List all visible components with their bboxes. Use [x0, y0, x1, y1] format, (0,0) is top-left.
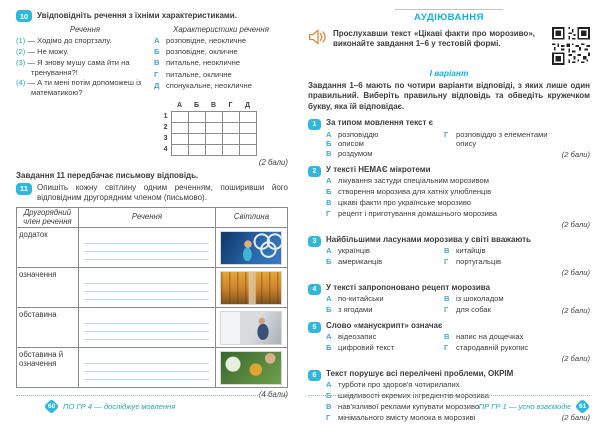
footer-text: ПР ГР 1 — усно взаємодіє [478, 402, 571, 411]
grid-col-header: Д [245, 102, 250, 110]
grid-cell [205, 111, 222, 122]
table-row [17, 228, 288, 268]
grid-cell [171, 144, 188, 155]
grid-cell [171, 111, 188, 122]
sentence-number: (4) [16, 78, 26, 88]
option-text: створення морозива для хатніх улюбленців [338, 187, 492, 197]
option-text: по-китайськи [338, 294, 384, 304]
sentence-text: — Я знову мушу сама йти на тренування?! [27, 57, 130, 77]
option-letter: А [326, 246, 332, 256]
option-text: розповіддю з елементами опису [456, 129, 548, 149]
right-page [308, 0, 590, 420]
table-header-row [17, 208, 288, 228]
task-10-title: Увідповідніть речення з їхніми характеристиками. [37, 11, 237, 20]
option-text: українців [338, 246, 370, 256]
autumn-forest-path-photo [220, 271, 282, 305]
task-number-badge: 3 [308, 236, 321, 247]
sentence-text: — Не можу. [27, 46, 69, 56]
task-number-badge: 5 [308, 322, 321, 333]
option [326, 246, 444, 256]
matching-column-headers [16, 25, 288, 34]
task-10-number-badge: 10 [16, 10, 32, 22]
option-text: з ягодами [338, 305, 373, 315]
grid-cell [239, 111, 256, 122]
qr-code [552, 27, 590, 65]
page-number: 61 [578, 402, 587, 410]
grid-cell [222, 111, 239, 122]
task-points: (2 бали) [561, 305, 590, 315]
options [326, 176, 590, 218]
option-text: цікаві факти про українське морозиво [338, 197, 472, 207]
task-11-title: Опишіть кожну світлину одним реченням, поширивши його відповідним другорядним членом (письмово). [37, 182, 288, 203]
option-text: мінімального вмісту молока в морозиві [338, 412, 476, 422]
sentence-number: (1) [16, 36, 26, 45]
pouring-tea-in-garden-photo [220, 351, 282, 385]
grid-row-header: 3 [163, 135, 168, 143]
option-text: розповідне, неокличне [166, 36, 247, 45]
task-points: (2 бали) [561, 219, 590, 229]
left-page-footer [16, 395, 288, 412]
answer-grid-row [162, 111, 256, 122]
sentence-number: (3) [16, 57, 26, 67]
col-header-sentence: Речення [78, 208, 215, 228]
option-letter: Г [444, 343, 449, 353]
option-letter: А [326, 129, 332, 139]
listening-instruction: Прослухавши текст «Цікаві факти про морозиво», виконайте завдання 1–6 у тестовій формі. [333, 29, 535, 49]
table-row [17, 348, 288, 388]
option [326, 149, 444, 159]
test-task-1 [308, 118, 590, 159]
grid-row-header: 1 [163, 113, 168, 121]
question-text: За типом мовлення текст є [326, 118, 434, 128]
writing-lines [78, 268, 215, 308]
sentence-item [16, 58, 154, 78]
grid-cell [205, 133, 222, 144]
table-row [17, 308, 288, 348]
task-11-table [16, 207, 288, 388]
task-10-header [16, 10, 288, 22]
member-label: обставина [17, 308, 79, 348]
task-11-number-badge: 11 [16, 183, 32, 195]
grid-cell [171, 133, 188, 144]
option-letter: Б [154, 47, 160, 57]
answer-grid-letters [162, 102, 256, 111]
option [326, 413, 475, 423]
member-label: додаток [17, 228, 79, 268]
answer-grid-row [162, 144, 256, 155]
option-letter: А [326, 176, 332, 186]
option-letter: Б [326, 139, 332, 149]
option-text: із шоколадом [456, 294, 504, 304]
question-text: У тексті запропоновано рецепт морозива [326, 282, 491, 292]
option [444, 332, 590, 342]
option-letter: Б [326, 305, 332, 315]
option-letter: Г [154, 69, 159, 79]
option-letter: В [326, 149, 332, 158]
option-text: описом [338, 139, 364, 149]
option-letter: В [326, 197, 332, 207]
question-text: Текст порушує всі перелічені проблеми, ОКРІМ [326, 368, 514, 378]
option-text: стародавній рукопис [456, 343, 529, 353]
listening-instruction-block [308, 27, 590, 65]
task-points: (2 бали) [561, 412, 590, 422]
characteristics-column-header: Характеристики речення [173, 25, 269, 34]
option [326, 209, 590, 219]
question-text: У тексті НЕМАЄ мікротеми [326, 164, 431, 174]
option [326, 187, 590, 197]
test-task-2 [308, 165, 590, 229]
task-number-badge: 4 [308, 284, 321, 295]
sentence-text: — А ти мені потім допоможеш із математикою? [27, 78, 142, 98]
sentence-item [16, 47, 154, 57]
test-task-4 [308, 283, 590, 315]
task-points: (2 бали) [561, 267, 590, 277]
option-text: рецепт і приготування домашнього морозива [338, 208, 498, 218]
option-text: португальців [456, 257, 502, 267]
test-task-5 [308, 321, 590, 363]
man-repairing-appliance-photo [220, 311, 282, 345]
grid-cell [188, 144, 205, 155]
grid-cell [222, 133, 239, 144]
option-letter: Б [326, 187, 332, 197]
option-letter: Б [326, 257, 332, 267]
option [326, 130, 444, 140]
grid-row-header: 4 [163, 146, 168, 154]
task-11-note: Завдання 11 передбачає письмову відповідь. [16, 170, 199, 180]
table-row [17, 268, 288, 308]
option-text: питальне, неокличне [166, 58, 241, 68]
option-text: розповідне, окличне [166, 47, 238, 57]
answer-grid [162, 102, 257, 156]
options [326, 130, 590, 159]
grid-cell [239, 133, 256, 144]
option-letter: А [326, 332, 332, 342]
characteristic-item [154, 81, 288, 91]
option [444, 130, 564, 149]
option-letter: А [154, 36, 160, 45]
option [444, 257, 590, 267]
matching-exercise [16, 36, 288, 99]
tennis-player-olympic-rings-photo [220, 231, 282, 265]
characteristic-item [154, 70, 288, 80]
option [444, 246, 590, 256]
grid-col-header: А [176, 102, 183, 110]
options [326, 332, 590, 353]
option [326, 332, 444, 342]
sentence-item [16, 36, 154, 46]
options [326, 294, 590, 315]
writing-lines [78, 308, 215, 348]
test-task-3 [308, 235, 590, 277]
left-page [16, 0, 288, 420]
option-letter: Б [326, 343, 332, 353]
option-letter: В [154, 58, 160, 68]
option-letter: Г [326, 412, 331, 422]
characteristics-list [154, 36, 288, 99]
task-number-badge: 1 [308, 119, 321, 130]
grid-cell [239, 122, 256, 133]
variant-label: І варіант [429, 68, 469, 78]
page-number-badge [44, 399, 60, 415]
section-divider-line [395, 9, 503, 10]
characteristic-item [154, 58, 288, 68]
test-instructions: Завдання 1–6 мають по чотири варіанти відповіді, з яких лише один правильний. Виберіть правильну відповідь та обведіть кружечком букву, яка їй відповідає. [308, 81, 590, 111]
option-letter: А [326, 380, 332, 390]
right-page-footer [308, 395, 590, 412]
task-points: (2 бали) [561, 149, 590, 159]
option-text: відеозапис [338, 332, 377, 342]
option [326, 198, 590, 208]
grid-col-header: Г [228, 102, 233, 110]
writing-lines [78, 228, 215, 268]
option-text: лікування застуди спеціальним морозивом [338, 176, 489, 186]
grid-col-header: В [210, 102, 217, 110]
grid-col-header: Б [193, 102, 200, 110]
option-text: спонукальне, неокличне [166, 80, 252, 90]
option-letter: Б [326, 391, 332, 401]
option-text: американців [338, 257, 383, 267]
grid-cell [205, 122, 222, 133]
sentence-item [16, 78, 154, 98]
option [326, 343, 444, 353]
option-letter: В [444, 246, 450, 256]
option-text: китайців [456, 246, 486, 256]
answer-grid-row [162, 122, 256, 133]
grid-cell [171, 122, 188, 133]
option-text: напис на дощечках [456, 332, 524, 342]
grid-cell [205, 144, 222, 155]
option-text: нав'язливої реклами купувати морозиво [338, 401, 480, 411]
option [444, 294, 590, 304]
grid-cell [222, 122, 239, 133]
sentence-text: — Ходімо до спортзалу. [27, 36, 112, 45]
member-label: означення [17, 268, 79, 308]
grid-cell [239, 144, 256, 155]
page-number: 60 [47, 402, 56, 410]
col-header-photo: Світлина [215, 208, 287, 228]
sentences-column-header: Речення [69, 25, 101, 34]
characteristic-item [154, 47, 288, 57]
grid-cell [222, 144, 239, 155]
option [326, 380, 590, 390]
sentence-number: (2) [16, 46, 26, 56]
page-number-badge [575, 399, 591, 415]
question-text: Найбільшими ласунами морозива у світі вважають [326, 234, 531, 244]
option-letter: В [326, 401, 332, 411]
task-number-badge: 6 [308, 370, 321, 381]
option [326, 176, 590, 186]
option-letter: Д [154, 80, 160, 90]
option [326, 294, 444, 304]
option [326, 139, 444, 149]
option-text: шкідливості окремих інгредієнтів морозива [338, 391, 489, 401]
option-text: для собак [456, 305, 491, 315]
option [444, 343, 590, 353]
writing-lines [78, 348, 215, 388]
option-letter: Г [326, 208, 331, 218]
option [326, 257, 444, 267]
section-heading: АУДІЮВАННЯ [414, 12, 484, 23]
options [326, 246, 590, 267]
grid-row-header: 2 [163, 124, 168, 132]
option-letter: Г [444, 129, 449, 139]
option [326, 305, 444, 315]
grid-cell [188, 122, 205, 133]
option-text: питальне, окличне [166, 69, 232, 79]
option-letter: В [444, 294, 450, 304]
task-11-header [16, 183, 288, 204]
option-letter: В [444, 332, 450, 342]
task-11-points: (4 бали) [258, 390, 288, 400]
task-number-badge: 2 [308, 166, 321, 177]
sentences-list [16, 36, 154, 99]
option-text: роздумом [338, 149, 373, 158]
task-10-points: (2 бали) [258, 157, 288, 167]
task-points: (2 бали) [561, 353, 590, 363]
footer-text: ПО ГР 4 — досліджує мовлення [63, 402, 176, 411]
grid-cell [188, 133, 205, 144]
speaker-icon [308, 29, 328, 45]
option-text: розповіддю [338, 129, 379, 139]
option-letter: А [326, 294, 332, 304]
answer-grid-row [162, 133, 256, 144]
member-label: обставина й означення [17, 348, 79, 388]
option-letter: Г [444, 257, 449, 267]
characteristic-item [154, 36, 288, 46]
option-text: цифровий текст [338, 343, 395, 353]
option-text: турботи про здоров'я чотирилапих [338, 380, 460, 390]
question-text: Слово «манускрипт» означає [326, 320, 443, 330]
grid-cell [188, 111, 205, 122]
option-letter: Г [444, 305, 449, 315]
col-header-member: Другорядний член речення [17, 208, 79, 228]
